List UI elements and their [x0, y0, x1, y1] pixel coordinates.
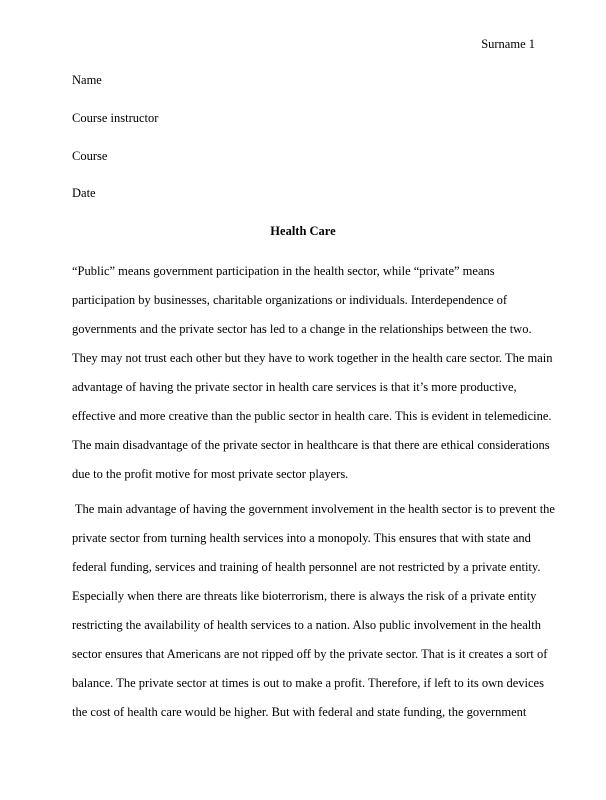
course-line: Course: [72, 149, 108, 163]
paragraph-line: participation by businesses, charitable organizations or individuals. Interdependence of: [72, 293, 508, 307]
student-name-line: Name: [72, 73, 102, 87]
date-line: Date: [72, 186, 96, 200]
paragraph-line: effective and more creative than the public sector in health care. This is evident in telemedicine.: [72, 409, 552, 423]
paragraph-line: governments and the private sector has led to a change in the relationships between the two.: [72, 322, 532, 336]
essay-title: Health Care: [270, 224, 336, 238]
paragraph-line: The main advantage of having the government involvement in the health sector is to prevent the: [72, 502, 555, 516]
running-header: Surname 1: [481, 37, 535, 51]
paragraph-line: private sector from turning health services into a monopoly. This ensures that with state and: [72, 531, 531, 545]
paragraph-line: balance. The private sector at times is out to make a profit. Therefore, if left to its own devices: [72, 676, 544, 690]
course-instructor-line: Course instructor: [72, 111, 159, 125]
paragraph-line: Especially when there are threats like bioterrorism, there is always the risk of a private entity: [72, 589, 537, 603]
paragraph-line: due to the profit motive for most private sector players.: [72, 467, 349, 481]
paragraph-line: The main disadvantage of the private sector in healthcare is that there are ethical considerations: [72, 438, 550, 452]
paragraph-line: advantage of having the private sector in health care services is that it’s more productive,: [72, 380, 517, 394]
paragraph-line: They may not trust each other but they have to work together in the health care sector. The main: [72, 351, 553, 365]
paragraph-line: the cost of health care would be higher. But with federal and state funding, the government: [72, 705, 527, 719]
paragraph-line: “Public” means government participation in the health sector, while “private” means: [72, 264, 495, 278]
paragraph-line: restricting the availability of health services to a nation. Also public involvement in the health: [72, 618, 541, 632]
body-paragraph-2: [72, 502, 555, 734]
paragraph-line: sector ensures that Americans are not ripped off by the private sector. That is it creates a sort of: [72, 647, 548, 661]
body-paragraph-1: [72, 264, 553, 496]
paragraph-line: federal funding, services and training of health personnel are not restricted by a private entity.: [72, 560, 541, 574]
